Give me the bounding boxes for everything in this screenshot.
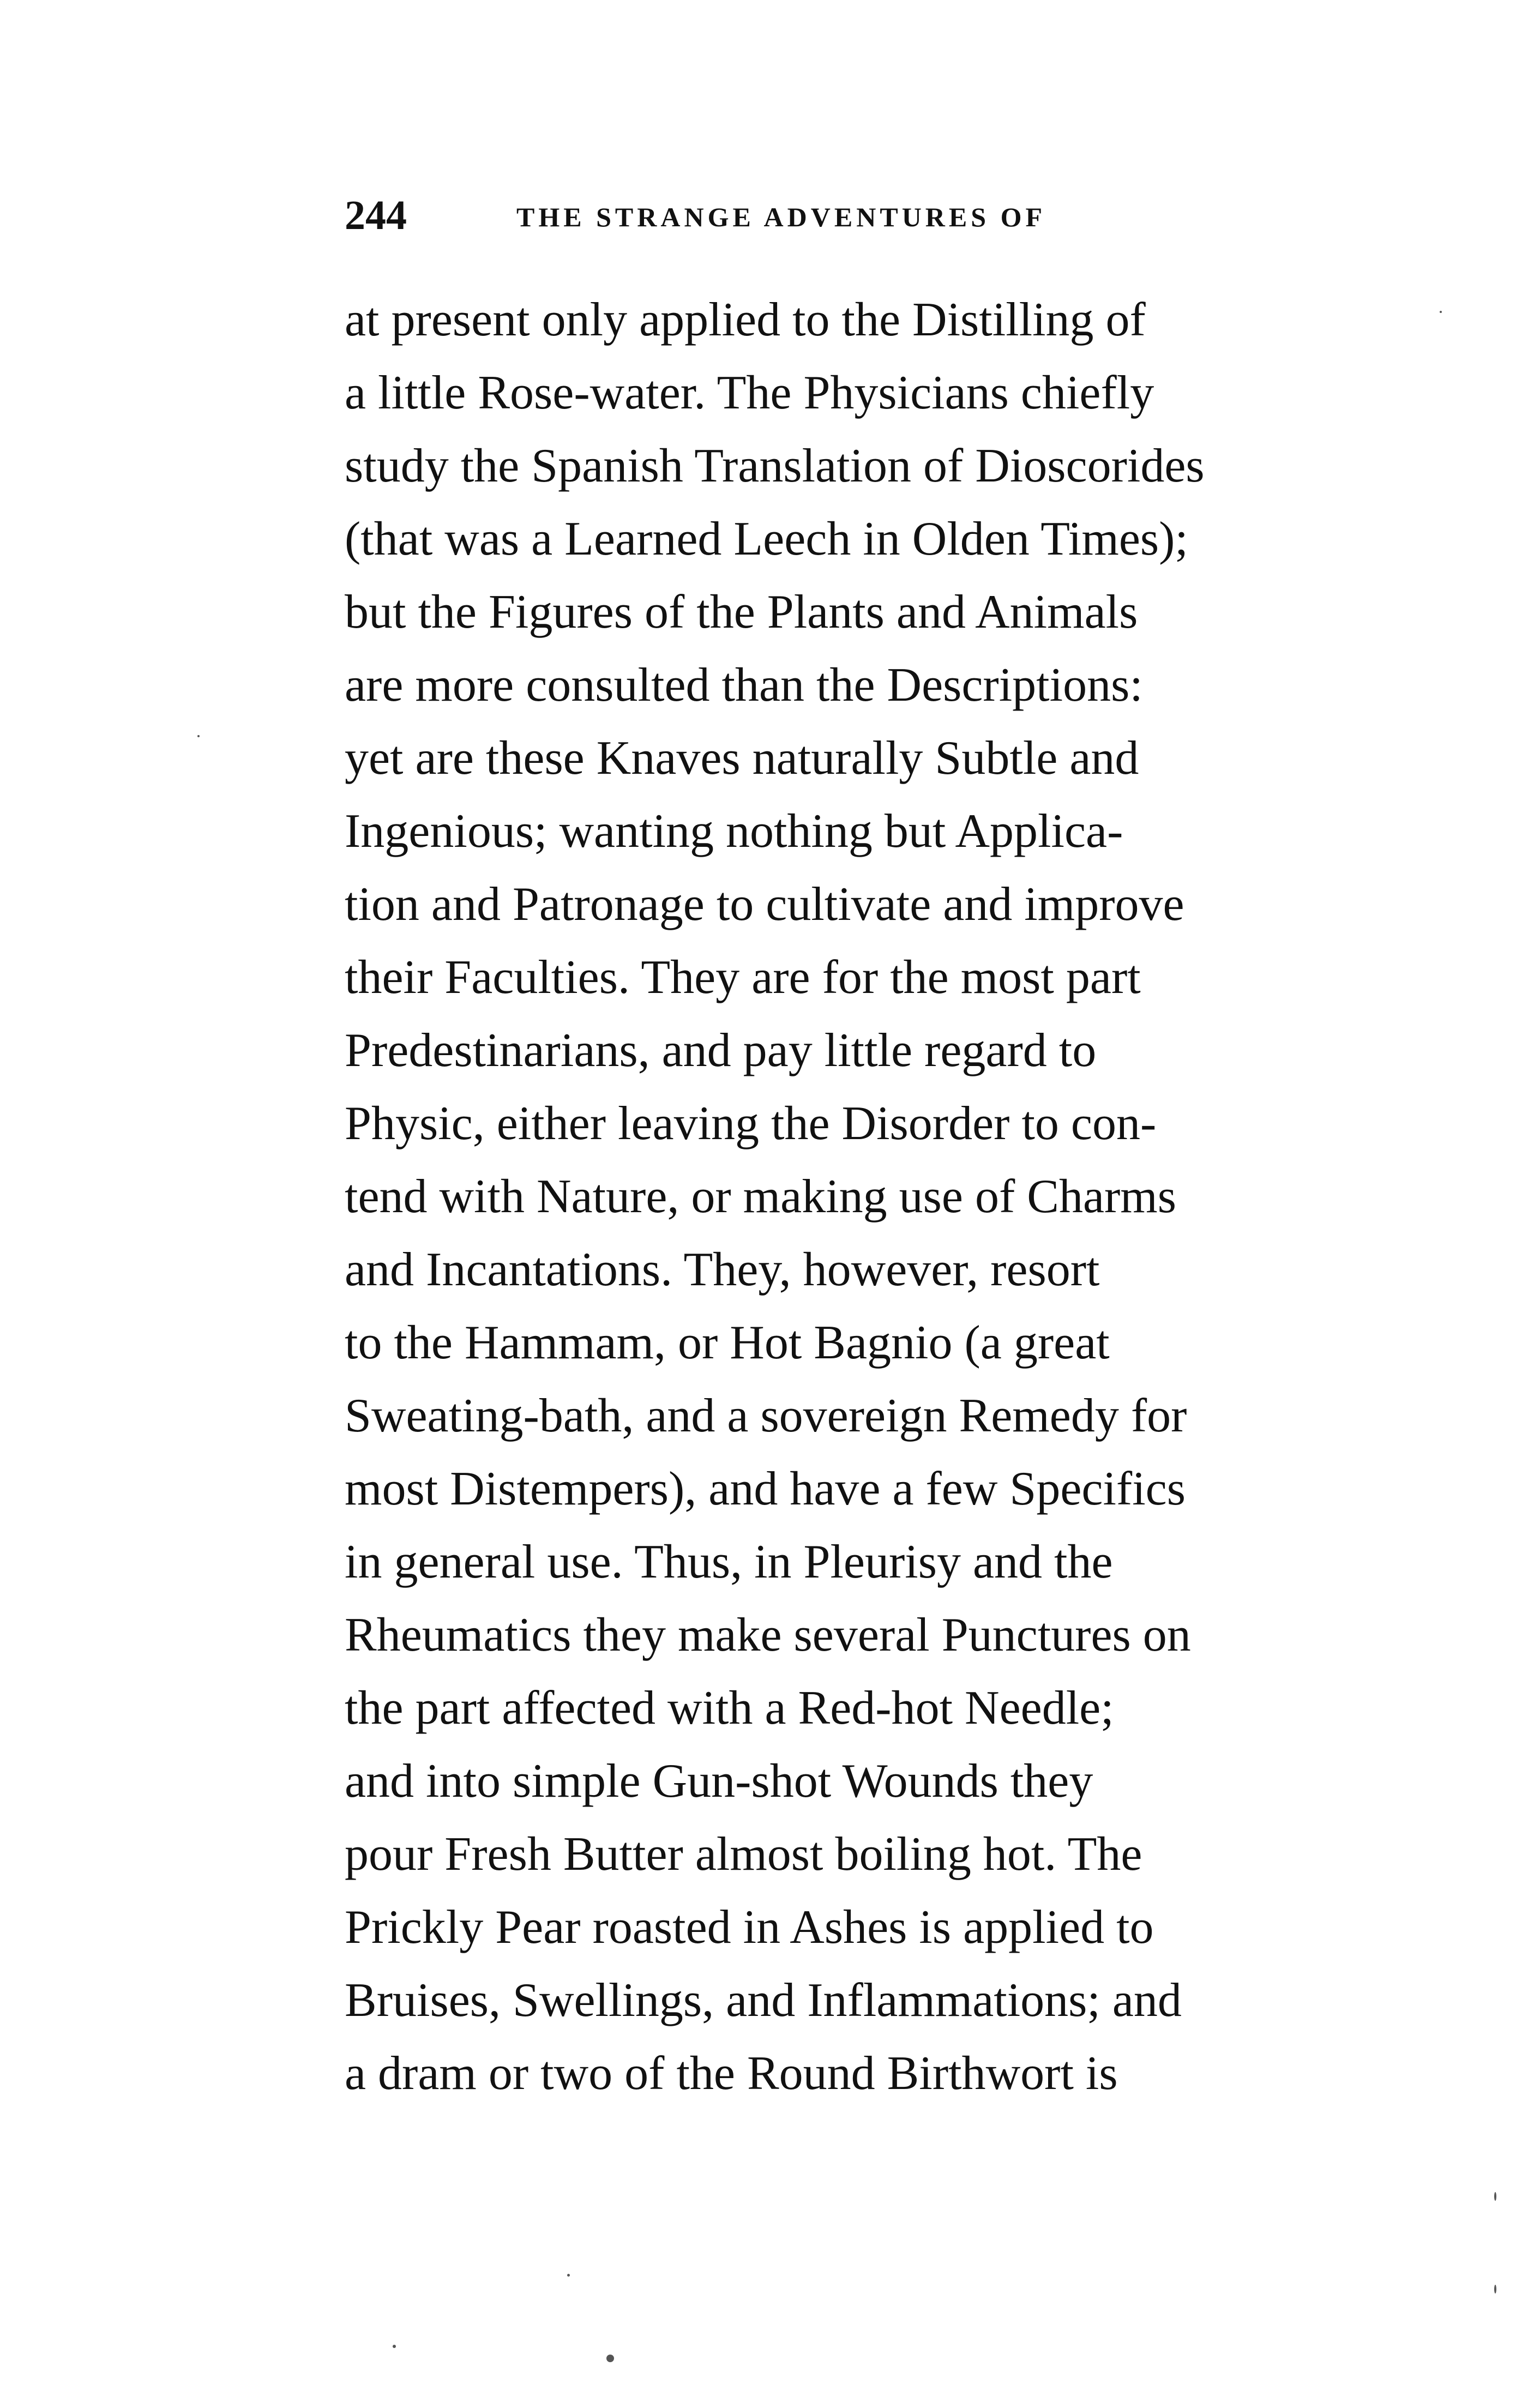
text-line: Prickly Pear roasted in Ashes is applied to xyxy=(345,1901,1154,1954)
text-line: yet are these Knaves naturally Subtle and xyxy=(345,732,1139,785)
text-line: Sweating-bath, and a sovereign Remedy for xyxy=(345,1389,1187,1442)
text-line: study the Spanish Translation of Dioscorides xyxy=(345,440,1205,492)
page-number: 244 xyxy=(345,192,407,238)
scan-speck xyxy=(1494,2192,1496,2201)
text-line: their Faculties. They are for the most part xyxy=(345,951,1141,1004)
text-line: (that was a Learned Leech in Olden Times); xyxy=(345,513,1188,565)
text-line: but the Figures of the Plants and Animals xyxy=(345,586,1138,639)
text-line: to the Hammam, or Hot Bagnio (a great xyxy=(345,1316,1110,1369)
text-line: at present only applied to the Distilling of xyxy=(345,293,1146,346)
scan-speck xyxy=(1494,2285,1496,2293)
text-line: and into simple Gun-shot Wounds they xyxy=(345,1755,1093,1808)
text-line: pour Fresh Butter almost boiling hot. The xyxy=(345,1828,1142,1881)
text-line: tion and Patronage to cultivate and improve xyxy=(345,878,1184,931)
text-line: Bruises, Swellings, and Inflammations; and xyxy=(345,1974,1182,2027)
scan-speck xyxy=(1440,311,1442,313)
text-line: and Incantations. They, however, resort xyxy=(345,1243,1100,1296)
scan-speck xyxy=(567,2274,570,2277)
text-line: Physic, either leaving the Disorder to con- xyxy=(345,1097,1157,1150)
running-head xyxy=(345,191,1381,240)
scan-speck xyxy=(393,2345,396,2348)
body-text xyxy=(345,284,1315,2110)
text-line: most Distempers), and have a few Specifics xyxy=(345,1462,1186,1515)
text-line: Predestinarians, and pay little regard to xyxy=(345,1024,1097,1077)
scan-speck xyxy=(606,2355,614,2362)
text-line: are more consulted than the Descriptions: xyxy=(345,659,1143,712)
text-line: tend with Nature, or making use of Charms xyxy=(345,1170,1177,1223)
text-line: in general use. Thus, in Pleurisy and the xyxy=(345,1536,1113,1588)
text-line: Rheumatics they make several Punctures on xyxy=(345,1609,1191,1661)
text-line: the part affected with a Red-hot Needle; xyxy=(345,1682,1114,1735)
running-title: THE STRANGE ADVENTURES OF xyxy=(516,202,1046,232)
text-line: a little Rose-water. The Physicians chiefly xyxy=(345,366,1154,419)
scan-speck xyxy=(197,735,200,737)
text-line: Ingenious; wanting nothing but Applica- xyxy=(345,805,1123,858)
text-line: a dram or two of the Round Birthwort is xyxy=(345,2047,1118,2100)
